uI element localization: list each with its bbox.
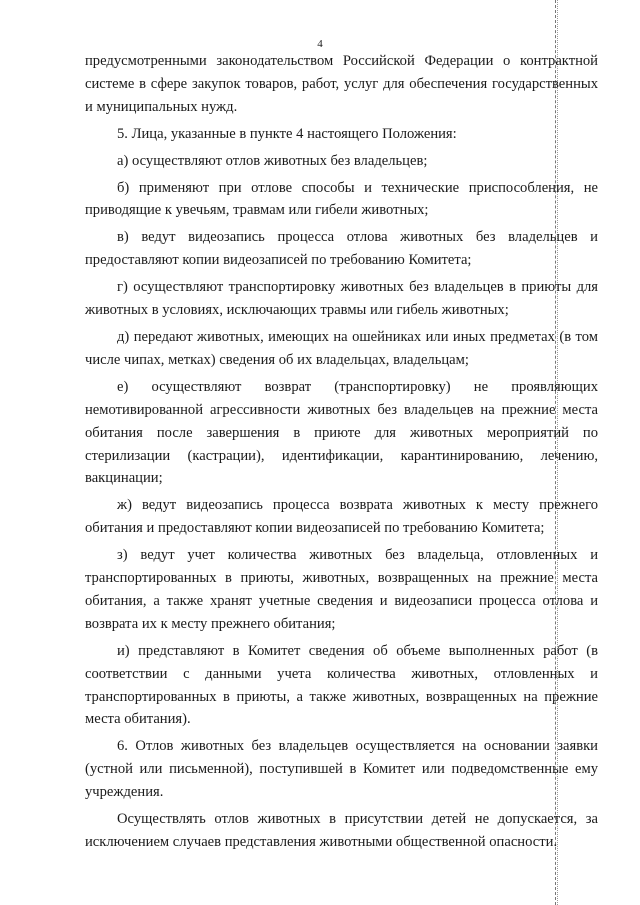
paragraph: д) передают животных, имеющих на ошейниках или иных предметах (в том числе чипах, метках) сведения об их владельцах, владельцам; — [85, 328, 598, 368]
paragraph: Осуществлять отлов животных в присутствии детей не допускается, за исключением случаев представления животными общественной опасности. — [85, 811, 598, 850]
paragraph: б) применяют при отлове способы и технические приспособления, не приводящие к увечьям, травмам или гибели животных; — [85, 179, 598, 219]
paragraph: ж) ведут видеозапись процесса возврата животных к месту прежнего обитания и предоставляют копии видеозаписей по требованию Комитета; — [85, 497, 598, 537]
page-number: 4 — [317, 38, 323, 50]
paragraph: г) осуществляют транспортировку животных без владельцев в приюты для животных в условиях, исключающих травмы или гибель животных; — [85, 279, 598, 319]
paragraph: 6. Отлов животных без владельцев осуществляется на основании заявки (устной или письменной), поступившей в Комитет или подведомственные ему учреждения. — [85, 738, 598, 801]
paragraph: в) ведут видеозапись процесса отлова животных без владельцев и предоставляют копии видеозаписей по требованию Комитета; — [85, 229, 598, 269]
paragraph: предусмотренными законодательством Российской Федерации о контрактной системе в сфере закупок товаров, работ, услуг для обеспечения государственных и муниципальных нужд. — [85, 53, 598, 115]
paragraph: 5. Лица, указанные в пункте 4 настоящего Положения: — [117, 125, 457, 142]
paragraph: и) представляют в Комитет сведения об объеме выполненных работ (в соответствии с данными учета количества животных, отловленных и транспортированных в приюты, а также животных, возвращенных на прежние места обитания). — [85, 642, 598, 728]
document-body — [85, 50, 598, 854]
paragraph: е) осуществляют возврат (транспортировку) не проявляющих немотивированной агрессивности животных без владельцев на прежние места обитания после завершения в приюте для животных мероприятий по стерилизации (кастрации), идентификации, карантинированию, лечению, вакцинации; — [85, 378, 598, 487]
paragraph: з) ведут учет количества животных без владельца, отловленных и транспортированных в приюты, животных, возвращенных на прежние места обитания, а также хранят учетные сведения и видеозаписи процесса отлова и возврата их к месту прежнего обитания; — [85, 547, 598, 632]
paragraph: а) осуществляют отлов животных без владельцев; — [117, 152, 428, 169]
